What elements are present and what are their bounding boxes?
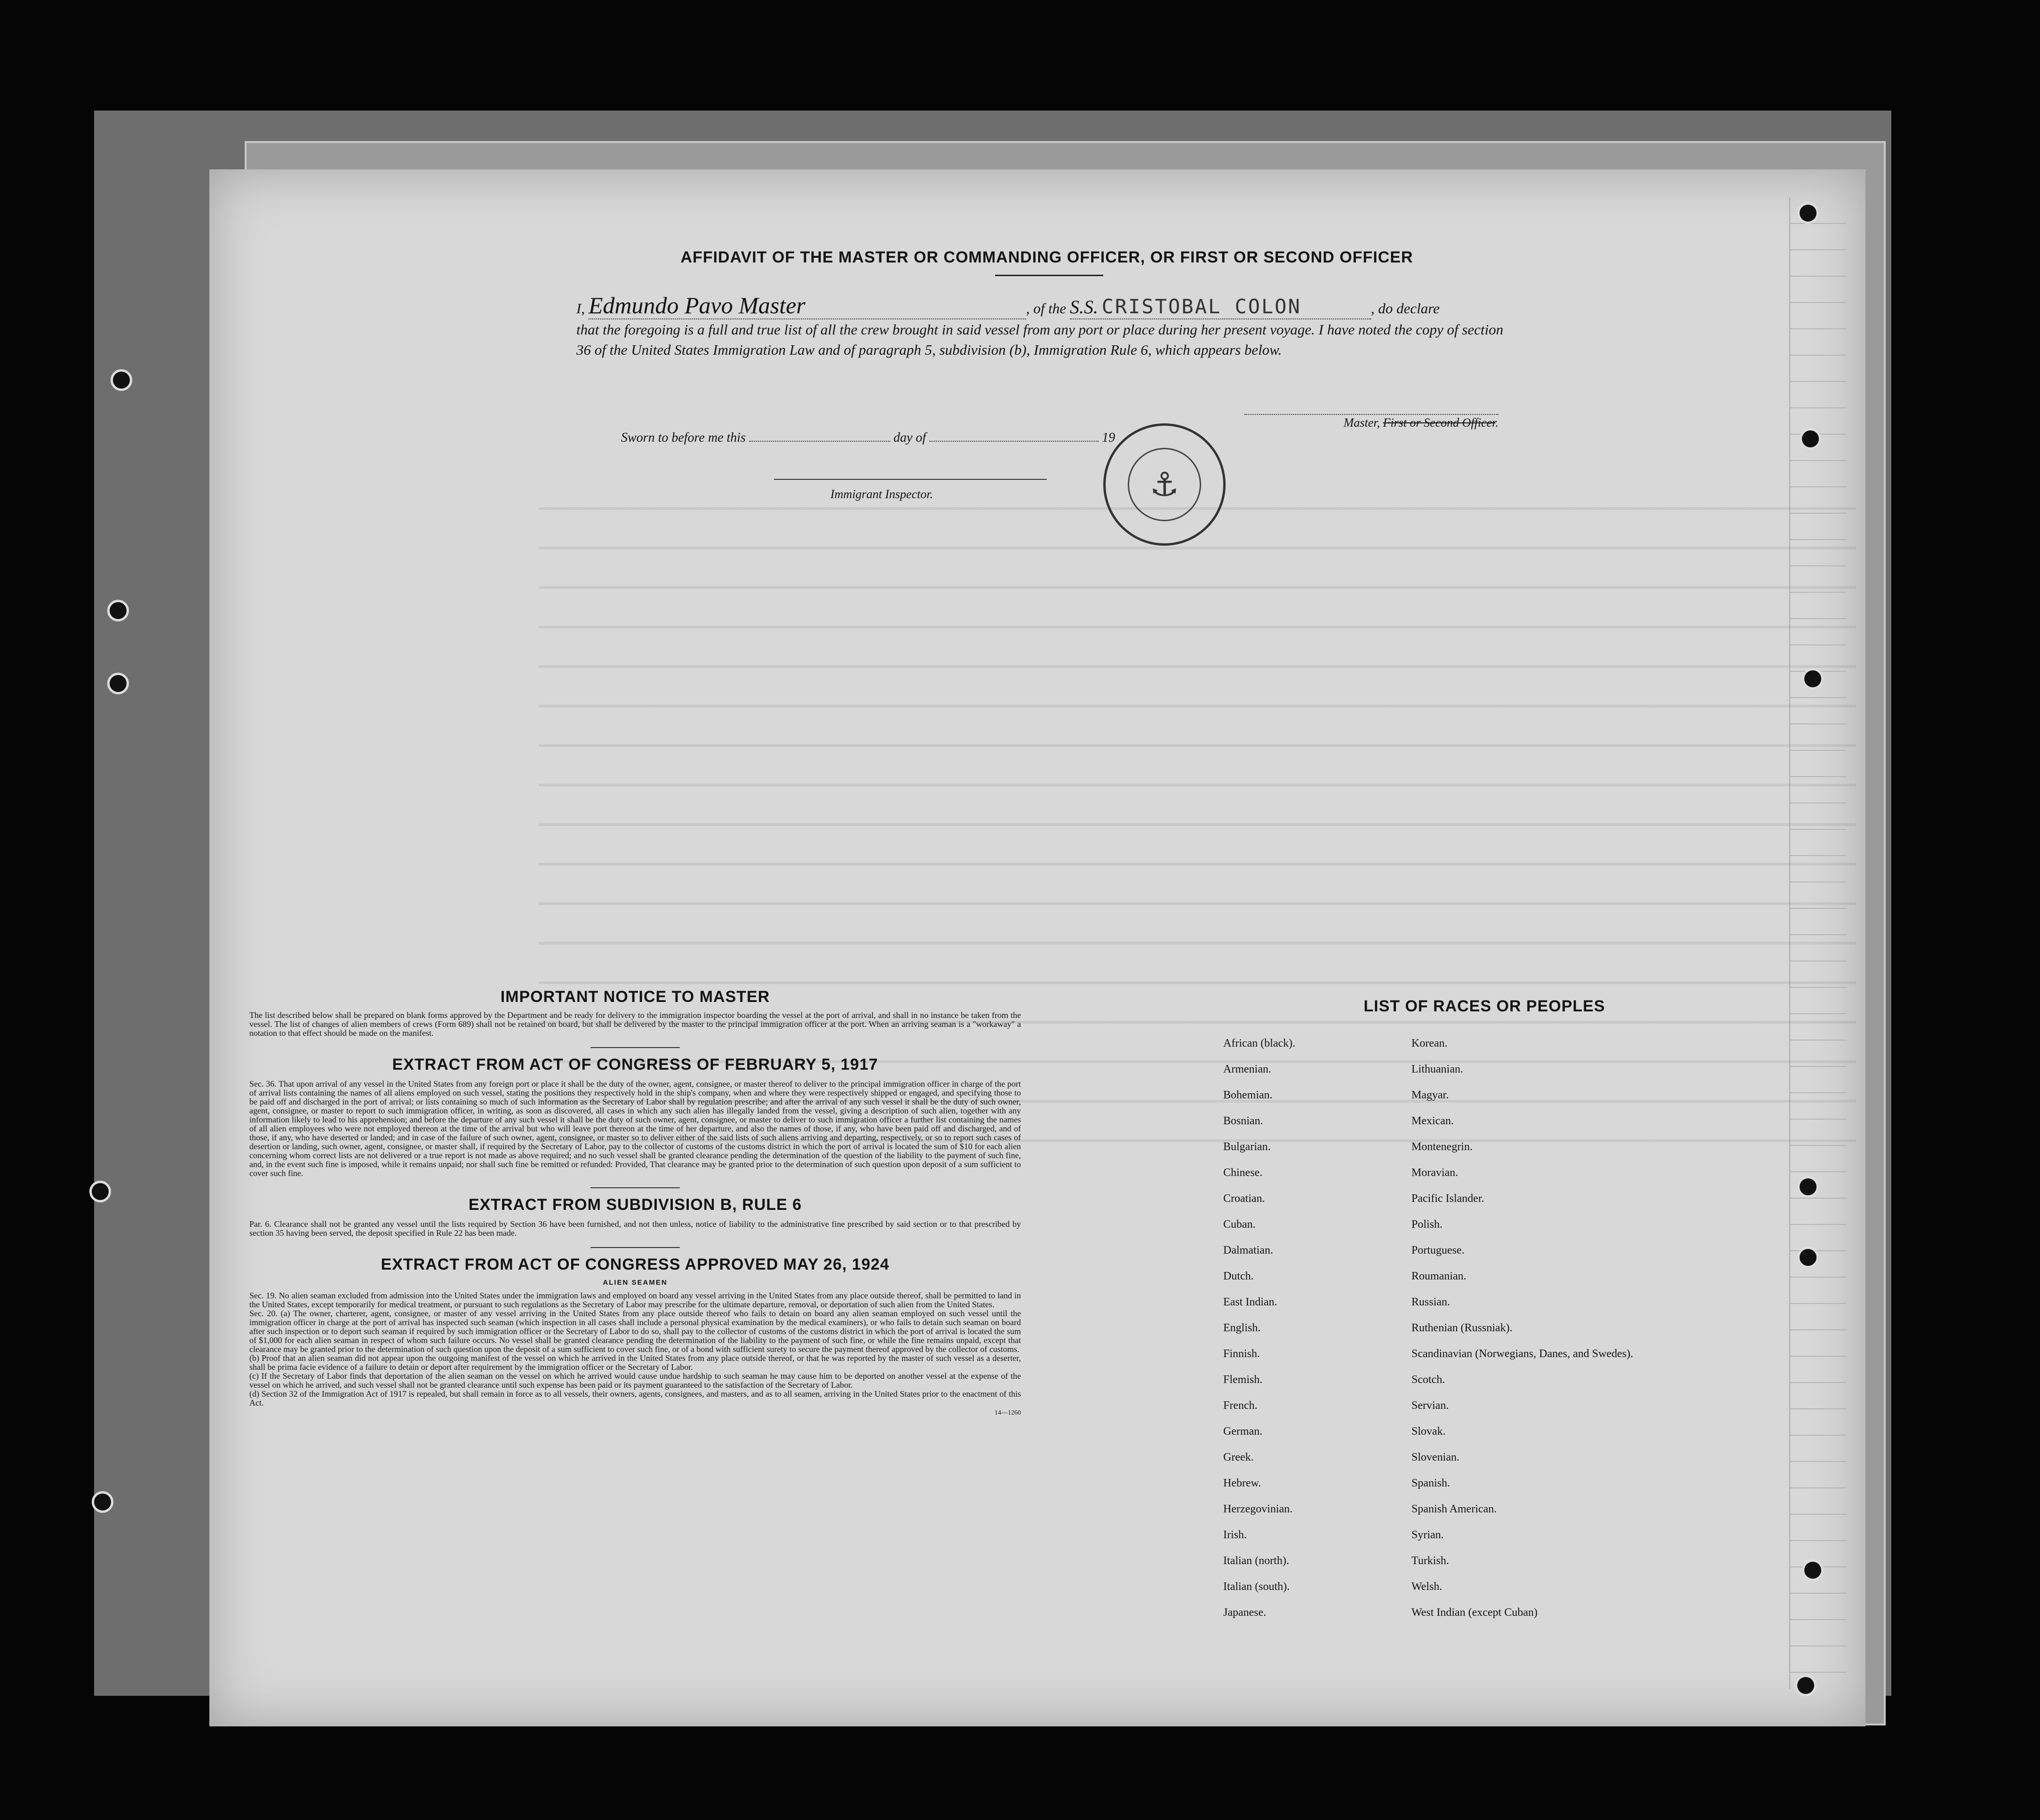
race-item: Slovenian. — [1411, 1451, 1459, 1463]
anchor-icon: ⚓ — [1149, 465, 1179, 504]
race-item: Bosnian. — [1223, 1115, 1263, 1127]
race-item: Turkish. — [1411, 1555, 1449, 1567]
master-label: Master, — [1343, 416, 1380, 429]
year-prefix: 19 — [1102, 430, 1116, 445]
inspector-signature-line — [774, 479, 1047, 480]
race-item: Hebrew. — [1223, 1477, 1261, 1489]
race-item: Syrian. — [1411, 1529, 1444, 1541]
notice-text: The list described below shall be prepared on blank forms approved by the Department and be ready for delivery to the immigration inspector boarding the vessel at the port of arrival, and shall in no instance be taken from the vessel. The list of changes of alien members of crews (Form 689) shall not be retained on board, but shall be delivered by the master to the principal immigration officer at the port. When an arriving seaman is a "workaway" a notation to that effect should be made on the manifest. — [249, 1010, 1021, 1038]
notice-title: IMPORTANT NOTICE TO MASTER — [500, 988, 770, 1006]
extract-1924-para-d: (d) Section 32 of the Immigration Act of 1917 is repealed, but shall remain in force as to all vessels, their owners, agents, consignees, and masters, and as to all seamen, arriving in the United States prior to the enactment of this Act. — [249, 1389, 1021, 1407]
race-item: Moravian. — [1411, 1167, 1458, 1179]
race-item: Lithuanian. — [1411, 1063, 1463, 1075]
punch-hole — [1797, 1247, 1819, 1268]
punch-hole — [107, 600, 129, 621]
race-item: Scandinavian (Norwegians, Danes, and Swedes). — [1411, 1348, 1634, 1360]
race-item — [1411, 1788, 1741, 1813]
race-item: Dutch. — [1223, 1270, 1254, 1282]
sworn-line — [621, 430, 1115, 445]
race-item: Portuguese. — [1411, 1244, 1465, 1256]
race-item: Finnish. — [1223, 1348, 1260, 1360]
race-item: Ruthenian (Russniak). — [1411, 1322, 1513, 1334]
race-item: Bohemian. — [1223, 1089, 1273, 1101]
day-of-label: day of — [893, 430, 926, 445]
extract-1917-title: EXTRACT FROM ACT OF CONGRESS OF FEBRUARY 5, 1917 — [392, 1056, 878, 1073]
race-item: Dalmatian. — [1223, 1244, 1273, 1256]
race-item — [1411, 1632, 1741, 1658]
races-title: LIST OF RACES OR PEOPLES — [1363, 997, 1605, 1015]
race-item: Croatian. — [1223, 1192, 1265, 1205]
race-item: Italian (north). — [1223, 1555, 1289, 1567]
race-item: West Indian (except Cuban) — [1411, 1606, 1538, 1619]
race-item: Flemish. — [1223, 1374, 1263, 1386]
race-item — [1411, 1762, 1741, 1788]
section-divider — [590, 1047, 680, 1048]
race-item: Pacific Islander. — [1411, 1192, 1484, 1205]
affidavit-i: I, — [576, 300, 585, 317]
race-item: Chinese. — [1223, 1167, 1263, 1179]
race-item: Armenian. — [1223, 1063, 1271, 1075]
race-item: Russian. — [1411, 1296, 1450, 1308]
race-item: Slovak. — [1411, 1425, 1446, 1438]
race-item: Polish. — [1411, 1218, 1443, 1231]
race-item: Japanese. — [1223, 1606, 1267, 1619]
race-item: Servian. — [1411, 1399, 1449, 1412]
seal-inner-ring — [1128, 448, 1201, 521]
race-item: Italian (south). — [1223, 1581, 1290, 1593]
race-item: Bulgarian. — [1223, 1141, 1271, 1153]
race-item — [1411, 1658, 1741, 1684]
sworn-label: Sworn to before me this — [621, 430, 746, 445]
section-divider — [590, 1247, 680, 1248]
extract-1924-title: EXTRACT FROM ACT OF CONGRESS APPROVED MAY 26, 1924 — [381, 1256, 890, 1273]
race-item: Magyar. — [1411, 1089, 1449, 1101]
affidavit-title: AFFIDAVIT OF THE MASTER OR COMMANDING OFFICER, OR FIRST OR SECOND OFFICER — [680, 248, 1413, 266]
master-signature: Edmundo Pavo Master — [588, 292, 805, 318]
race-item: Herzegovinian. — [1223, 1503, 1293, 1515]
extract-1924-sec19: Sec. 19. No alien seaman excluded from admission into the United States under the immigration laws and employed on board any vessel arriving in the United States from any place outside thereof, shall be permitted to land in the United States, except temporarily for medical treatment, or pursuant to such regulations as the Secretary of Labor may prescribe for the ultimate departure, removal, or deportation of such alien from the United States. — [249, 1291, 1021, 1309]
race-item: Roumanian. — [1411, 1270, 1466, 1282]
race-item — [1223, 1632, 1411, 1658]
race-item: African (black). — [1223, 1037, 1296, 1049]
extract-rule6-title: EXTRACT FROM SUBDIVISION B, RULE 6 — [468, 1196, 802, 1214]
sworn-day-field — [749, 441, 890, 442]
signature-line — [588, 292, 1026, 319]
race-item: French. — [1223, 1399, 1258, 1412]
affidavit-body: that the foregoing is a full and true list of all the crew brought in said vessel from any port or place during her present voyage. I have noted the copy of section 36 of the United States Immigration Law and of paragraph 5, subdivision (b), Immigration Rule 6, which appears below. — [576, 321, 1504, 358]
race-item: Spanish. — [1411, 1477, 1450, 1489]
races-list — [1223, 1037, 1788, 1813]
punch-hole — [1797, 202, 1819, 224]
extract-1924-sec20: Sec. 20. (a) The owner, charterer, agent, consignee, or master of any vessel arriving in the United States from any place outside thereof who fails to detain on board any alien seaman employed on such vessel until the immigration officer in charge at the port of arrival has inspected such seaman (which inspection in all cases shall include a personal physical examination by the medical examiners), or who fails to detain such seaman on board after such inspection or to deport such seaman if required by such immigration officer or the Secretary of Labor to do so, shall pay to the collector of customs of the customs district in which the port of arrival is located the sum of $1,000 for each alien seaman in respect of whom such failure occurs. No vessel shall be granted clearance pending the determination of the liability to the payment of such fine, or while the fine remains unpaid, except that clearance may be granted prior to the determination of such question upon the deposit of a sum sufficient to cover such fine, or of a bond with sufficient surety to secure the payment thereof approved by the collector of customs. — [249, 1309, 1021, 1354]
ship-line — [1070, 296, 1371, 319]
alien-seamen-subtitle: ALIEN SEAMEN — [603, 1279, 668, 1287]
extract-1917-text: Sec. 36. That upon arrival of any vessel in the United States from any foreign port or place it shall be the duty of the owner, agent, consignee, or master thereof to deliver to the principal immigration officer in charge of the port of arrival lists containing the names of all aliens employed on such vessel, stating the positions they respectively hold in the ship's company, when and where they were respectively shipped or engaged, and specifying those to be paid off and discharged in the port of arrival; or lists containing so much of such information as the Secretary of Labor shall by regulation prescribe; and after the arrival of any such vessel it shall be the duty of such owner, agent, consignee, or master to report to such immigration officer, in writing, as soon as discovered, all cases in which any such alien has illegally landed from the vessel, giving a description of such alien, together with any information likely to lead to his apprehension; and before the departure of any such vessel it shall be the duty of such owner, agent, consignee, or master to deliver to such immigration officer a further list containing the names of all alien employees who were not employed thereon at the time of the arrival but who will leave port thereon at the time of her departure, and also the names of those, if any, who have been paid off and discharged, and of those, if any, who have deserted or landed; and in case of the failure of such owner, agent, consignee, or master so to deliver either of the said lists of such aliens arriving and departing, respectively, or so to report such cases of desertion or landing, such owner, agent, consignee, or master shall, if required by the Secretary of Labor, pay to the collector of customs of the customs district in which the port of arrival is located the sum of $10 for each alien concerning whom correct lists are not delivered or a true report is not made as above required; and no such vessel shall be granted clearance pending the determination of the question of the liability to the payment of such fine, and, in the event such fine is imposed, while it remains unpaid; nor shall such fine be remitted or refunded: Provided, That clearance may be granted prior to the determination of such question upon deposit of a sum sufficient to cover such fine. — [249, 1079, 1021, 1178]
ship-prefix: S.S. — [1069, 296, 1098, 318]
race-item: Montenegrin. — [1411, 1141, 1473, 1153]
do-declare-label: , do declare — [1371, 300, 1440, 317]
race-item — [1223, 1762, 1411, 1788]
race-item: Cuban. — [1223, 1218, 1256, 1231]
sworn-month-field — [929, 441, 1099, 442]
race-item — [1223, 1788, 1411, 1813]
race-item — [1223, 1684, 1411, 1710]
punch-hole — [111, 369, 132, 391]
master-signature-line: Master, First or Second Officer. — [1244, 414, 1498, 430]
section-divider — [590, 1187, 680, 1188]
race-item: German. — [1223, 1425, 1263, 1438]
extract-1924-para-b: (b) Proof that an alien seaman did not appear upon the outgoing manifest of the vessel on which he arrived in the United States from any place outside thereof, or that he was reported by the master of such vessel as a deserter, shall be prima facie evidence of a failure to detain or deport after requirement by the immigration officer or the Secretary of Labor. — [249, 1353, 1021, 1372]
race-item: English. — [1223, 1322, 1261, 1334]
punch-hole — [107, 673, 129, 694]
company-seal — [1103, 423, 1226, 546]
punch-hole — [92, 1491, 113, 1513]
punch-hole — [1797, 1176, 1819, 1198]
race-item: Scotch. — [1411, 1374, 1445, 1386]
inspector-label: Immigrant Inspector. — [830, 487, 933, 501]
punch-hole — [1802, 1559, 1824, 1581]
race-item — [1411, 1736, 1741, 1762]
manifest-sheet — [209, 169, 1865, 1726]
punch-hole — [89, 1181, 111, 1202]
race-item: East Indian. — [1223, 1296, 1277, 1308]
race-item: Korean. — [1411, 1037, 1448, 1049]
race-item: Spanish American. — [1411, 1503, 1497, 1515]
race-item: Mexican. — [1411, 1115, 1454, 1127]
race-item — [1223, 1736, 1411, 1762]
extract-rule6-text: Par. 6. Clearance shall not be granted any vessel until the lists required by Section 36 have been furnished, and not then unless, notice of liability to the administrative fine prescribed by said section or to that prescribed by section 35 having been served, the deposit specified in Rule 22 has been made. — [249, 1219, 1021, 1238]
punch-hole — [1802, 668, 1824, 690]
race-item — [1411, 1684, 1741, 1710]
race-item — [1411, 1710, 1741, 1736]
of-the-label: , of the — [1026, 300, 1067, 317]
affidavit-paragraph — [576, 292, 1508, 360]
race-item: Welsh. — [1411, 1581, 1442, 1593]
punch-hole — [1795, 1675, 1817, 1696]
race-item: Greek. — [1223, 1451, 1254, 1463]
race-item — [1223, 1658, 1411, 1684]
form-number: 14—1260 — [995, 1409, 1021, 1416]
punch-hole — [1800, 428, 1821, 450]
title-divider — [995, 275, 1103, 276]
race-item — [1223, 1710, 1411, 1736]
race-item: Irish. — [1223, 1529, 1247, 1541]
struck-officer-label: First or Second Officer — [1383, 416, 1496, 429]
legal-notices — [249, 988, 1021, 1417]
ship-name: CRISTOBAL COLON — [1101, 295, 1301, 318]
extract-1924-para-c: (c) If the Secretary of Labor finds that deportation of the alien seaman on the vessel on which he arrived would cause undue hardship to such seaman he may cause him to be deported on another vessel at the expense of the vessel on which he arrived, and such vessel shall not be granted clearance until such expense has been paid or its payment guaranteed to the satisfaction of the Secretary of Labor. — [249, 1371, 1021, 1390]
